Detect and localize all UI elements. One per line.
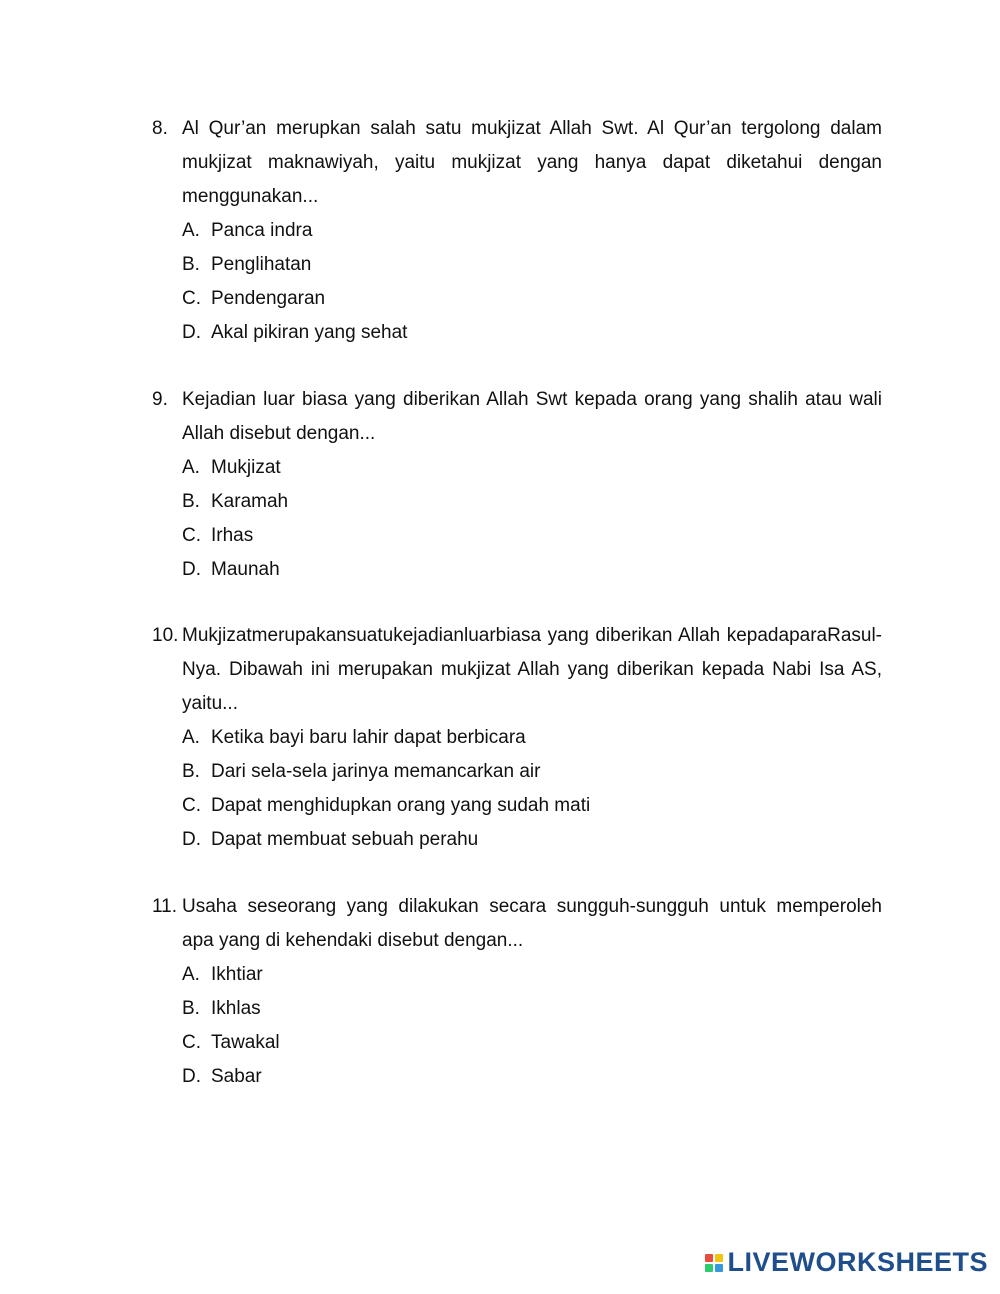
question-stem xyxy=(152,890,882,958)
question-text: Kejadian luar biasa yang diberikan Allah Swt kepada orang yang shalih atau wali Allah disebut dengan... xyxy=(182,389,882,444)
option-text: Dari sela-sela jarinya memancarkan air xyxy=(211,761,541,782)
logo-square-green xyxy=(705,1264,713,1272)
question-text: Mukjizatmerupakansuatukejadianluarbiasa yang diberikan Allah kepadaparaRasul-Nya. Dibawah ini merupakan mukjizat Allah yang diberikan kepada Nabi Isa AS, yaitu... xyxy=(182,625,882,714)
logo-square-yellow xyxy=(715,1254,723,1262)
option-a[interactable] xyxy=(182,214,882,248)
option-a[interactable] xyxy=(182,958,882,992)
option-letter: C. xyxy=(182,525,201,546)
answer-options xyxy=(182,214,882,350)
logo-square-red xyxy=(705,1254,713,1262)
option-d[interactable] xyxy=(182,553,882,587)
option-c[interactable] xyxy=(182,282,882,316)
liveworksheets-logo-icon xyxy=(705,1254,723,1272)
option-letter: D. xyxy=(182,1066,201,1087)
question-number: 10. xyxy=(152,625,179,646)
option-text: Akal pikiran yang sehat xyxy=(211,322,408,343)
option-c[interactable] xyxy=(182,789,882,823)
answer-options xyxy=(182,958,882,1094)
question-text: Usaha seseorang yang dilakukan secara sungguh-sungguh untuk memperoleh apa yang di kehendaki disebut dengan... xyxy=(182,896,882,951)
logo-square-blue xyxy=(715,1264,723,1272)
option-text: Tawakal xyxy=(211,1032,280,1053)
option-letter: C. xyxy=(182,1032,201,1053)
option-c[interactable] xyxy=(182,1026,882,1060)
option-text: Mukjizat xyxy=(211,457,281,478)
option-c[interactable] xyxy=(182,519,882,553)
option-text: Ikhtiar xyxy=(211,964,263,985)
option-text: Panca indra xyxy=(211,220,313,241)
option-text: Ketika bayi baru lahir dapat berbicara xyxy=(211,727,526,748)
option-a[interactable] xyxy=(182,451,882,485)
option-text: Pendengaran xyxy=(211,288,326,309)
option-text: Dapat membuat sebuah perahu xyxy=(211,829,479,850)
option-text: Maunah xyxy=(211,559,280,580)
option-letter: D. xyxy=(182,322,201,343)
option-letter: C. xyxy=(182,288,201,309)
option-b[interactable] xyxy=(182,992,882,1026)
option-letter: A. xyxy=(182,727,200,748)
answer-options xyxy=(182,451,882,587)
question-stem xyxy=(152,383,882,451)
option-d[interactable] xyxy=(182,823,882,857)
option-letter: A. xyxy=(182,220,200,241)
option-letter: D. xyxy=(182,559,201,580)
option-letter: B. xyxy=(182,998,200,1019)
option-text: Sabar xyxy=(211,1066,262,1087)
question-number: 9. xyxy=(152,389,168,410)
question-stem xyxy=(152,619,882,721)
option-b[interactable] xyxy=(182,755,882,789)
question-stem xyxy=(152,112,882,214)
option-letter: B. xyxy=(182,254,200,275)
option-letter: A. xyxy=(182,964,200,985)
option-letter: B. xyxy=(182,761,200,782)
question-9 xyxy=(152,383,882,587)
option-d[interactable] xyxy=(182,316,882,350)
question-text: Al Qur’an merupkan salah satu mukjizat Allah Swt. Al Qur’an tergolong dalam mukjizat maknawiyah, yaitu mukjizat yang hanya dapat diketahui dengan menggunakan... xyxy=(182,118,882,207)
option-letter: A. xyxy=(182,457,200,478)
option-text: Penglihatan xyxy=(211,254,312,275)
option-text: Irhas xyxy=(211,525,254,546)
option-d[interactable] xyxy=(182,1060,882,1094)
question-10 xyxy=(152,619,882,857)
option-text: Karamah xyxy=(211,491,289,512)
liveworksheets-brand xyxy=(705,1247,988,1278)
answer-options xyxy=(182,721,882,857)
question-8 xyxy=(152,112,882,350)
option-text: Ikhlas xyxy=(211,998,261,1019)
brand-name: LIVEWORKSHEETS xyxy=(727,1247,988,1277)
option-letter: D. xyxy=(182,829,201,850)
option-b[interactable] xyxy=(182,485,882,519)
option-b[interactable] xyxy=(182,248,882,282)
question-11 xyxy=(152,890,882,1094)
option-text: Dapat menghidupkan orang yang sudah mati xyxy=(211,795,591,816)
question-number: 8. xyxy=(152,118,168,139)
question-number: 11. xyxy=(152,896,178,917)
option-a[interactable] xyxy=(182,721,882,755)
option-letter: B. xyxy=(182,491,200,512)
option-letter: C. xyxy=(182,795,201,816)
